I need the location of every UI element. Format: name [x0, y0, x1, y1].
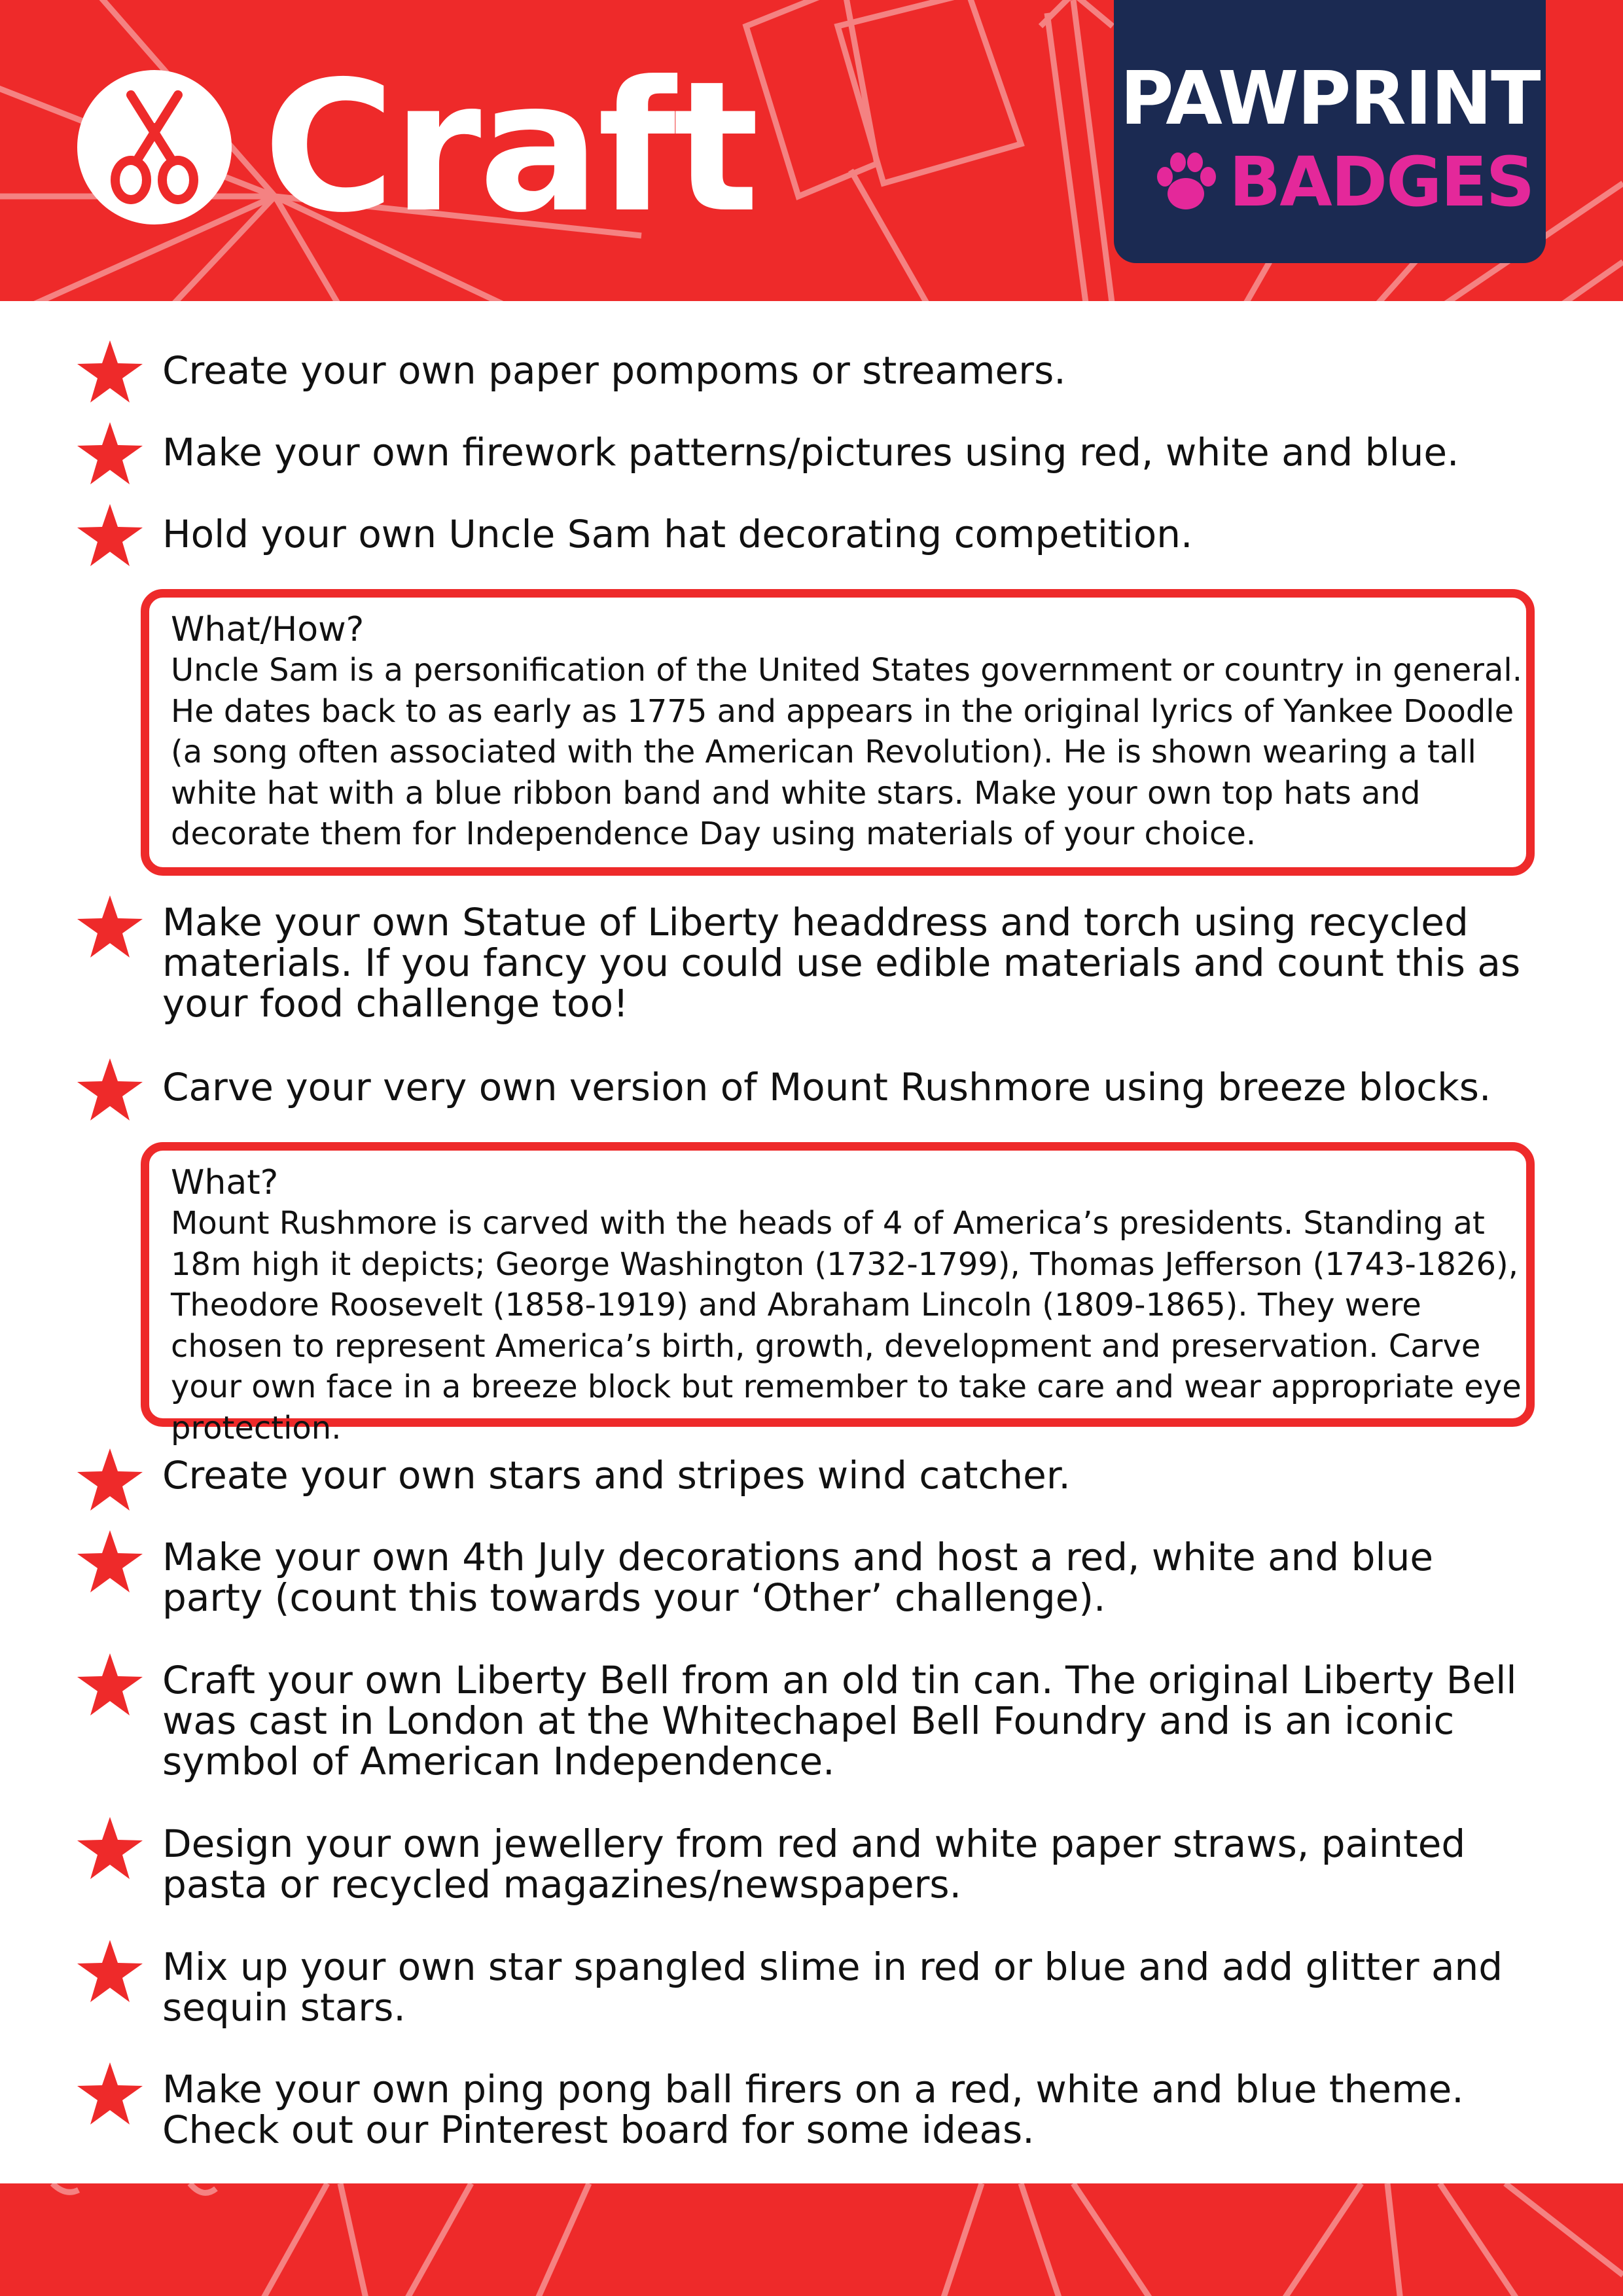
- item-text: Create your own stars and stripes wind catcher.: [162, 1453, 1071, 1498]
- item-text: Make your own Statue of Liberty headdress and torch using recycled materials. If you fancy you could use edible materials and count this as your food challenge too!: [162, 900, 1521, 1026]
- info-body: Uncle Sam is a personification of the United States government or country in general. He dates back to as early as 1775 and appears in the original lyrics of Yankee Doodle (a song often associated with the American Revolution). He is shown wearing a tall white hat with a blue ribbon band and white stars. Make your own top hats and decorate them for Independence Day using materials of your choice.: [171, 652, 1522, 852]
- logo-text-bottom-group: [1153, 143, 1533, 221]
- star-icon: [77, 1653, 143, 1716]
- firework-pattern: [0, 2183, 1623, 2296]
- star-icon: [77, 422, 143, 485]
- scissors-icon: [77, 70, 232, 224]
- item-text: Make your own 4th July decorations and host a red, white and blue party (count this towards your ‘Other’ challenge).: [162, 1535, 1434, 1620]
- info-heading: What?: [171, 1163, 279, 1202]
- logo-text-bottom: BADGES: [1229, 142, 1534, 222]
- item-text: Create your own paper pompoms or streamers.: [162, 348, 1066, 393]
- item-text: Make your own firework patterns/pictures using red, white and blue.: [162, 430, 1459, 475]
- item-text: Make your own ping pong ball firers on a red, white and blue theme. Check out our Pinterest board for some ideas.: [162, 2067, 1464, 2152]
- star-icon: [77, 1817, 143, 1880]
- page-title: Craft: [263, 42, 757, 252]
- header-banner: [0, 0, 1623, 301]
- star-icon: [77, 340, 143, 403]
- star-icon: [77, 895, 143, 958]
- star-icon: [77, 1058, 143, 1121]
- brand-logo: [1114, 0, 1546, 263]
- info-body: Mount Rushmore is carved with the heads of 4 of America’s presidents. Standing at 18m high it depicts; George Washington (1732-1799), Thomas Jefferson (1743-1826), Theodore Roosevelt (1858-1919) and Abraham Lincoln (1809-1865). They were chosen to represent America’s birth, growth, development and preservation. Carve your own face in a breeze block but remember to take care and wear appropriate eye protection.: [171, 1205, 1522, 1446]
- star-icon: [77, 1940, 143, 2003]
- item-text: Craft your own Liberty Bell from an old tin can. The original Liberty Bell was cast in London at the Whitechapel Bell Foundry and is an iconic symbol of American Independence.: [162, 1658, 1517, 1784]
- item-text: Hold your own Uncle Sam hat decorating competition.: [162, 512, 1193, 556]
- item-text: Carve your very own version of Mount Rushmore using breeze blocks.: [162, 1065, 1491, 1109]
- star-icon: [77, 1530, 143, 1593]
- info-box-uncle-sam: [141, 589, 1535, 876]
- item-text: Design your own jewellery from red and white paper straws, painted pasta or recycled magazines/newspapers.: [162, 1821, 1466, 1907]
- footer-banner: [0, 2183, 1623, 2296]
- info-box-mount-rushmore: [141, 1142, 1535, 1446]
- title-group: [77, 42, 757, 252]
- star-icon: [77, 504, 143, 567]
- star-icon: [77, 2062, 143, 2125]
- paw-icon: [1153, 149, 1219, 215]
- info-heading: What/How?: [171, 610, 365, 649]
- item-text: Mix up your own star spangled slime in red or blue and add glitter and sequin stars.: [162, 1945, 1503, 2030]
- logo-text-top: PAWPRINT: [1120, 56, 1540, 141]
- star-icon: [77, 1448, 143, 1511]
